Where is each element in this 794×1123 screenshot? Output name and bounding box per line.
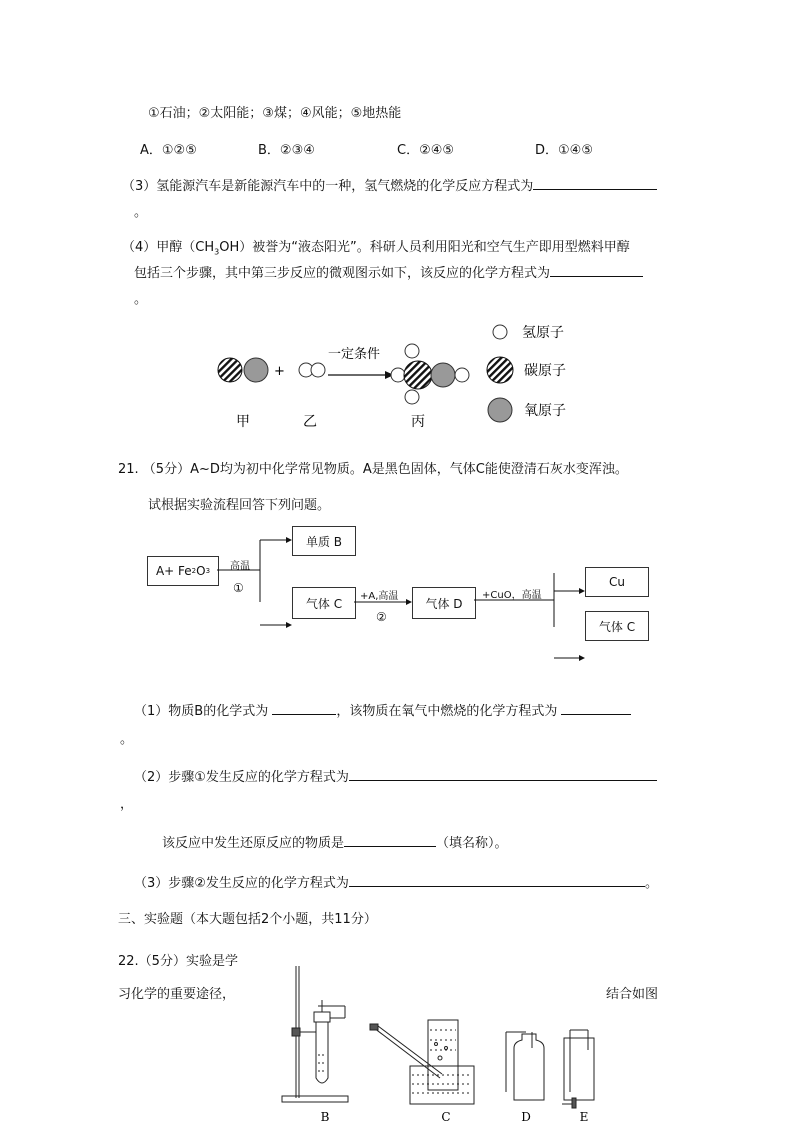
flow-start-a: A+ Fe (155, 564, 192, 578)
apparatus-b (282, 966, 348, 1102)
q21-3-text-a: （3）步骤②发生反应的化学方程式为 (134, 876, 349, 891)
flow-cond-1: 高温 (230, 561, 250, 572)
q21-2-text-c: （填名称）。 (436, 836, 508, 851)
question-22-line2: 习化学的重要途径， (118, 987, 236, 1002)
question-22-line2-right: 结合如图 (606, 987, 659, 1002)
apparatus-d (506, 1032, 544, 1100)
label-e: E (579, 1110, 589, 1123)
reaction-condition: 一定条件 (328, 347, 381, 362)
option-d: D．①④⑤ (535, 143, 593, 158)
q4-text-a: （4）甲醇（CH (122, 240, 215, 255)
question-21-3 (134, 872, 658, 891)
legend-carbon: 碳原子 (524, 363, 566, 379)
q21-2-text-a: （2）步骤①发生反应的化学方程式为 (134, 770, 349, 785)
section-3-heading: 三、实验题（本大题包括2个小题，共11分） (118, 912, 377, 927)
answer-blank-21-1a[interactable] (272, 700, 336, 715)
legend-oxygen: 氧原子 (524, 403, 566, 419)
energy-source-list: ①石油；②太阳能；③煤；④风能；⑤地热能 (148, 106, 402, 121)
option-a: A．①②⑤ (140, 143, 197, 158)
question-21-2-line2 (162, 832, 508, 851)
plus-sign: + (274, 364, 285, 379)
label-yi: 乙 (303, 414, 317, 430)
legend-hydrogen: 氢原子 (522, 325, 564, 341)
question-21-1-line1 (134, 700, 631, 719)
flow-box-c: 气体 C (292, 587, 356, 619)
q4-subscript: 3 (214, 247, 220, 257)
answer-blank-21-2a[interactable] (349, 766, 657, 781)
flow-box-cu: Cu (585, 567, 649, 597)
q21-1-text-a: （1）物质B的化学式为 (134, 704, 273, 719)
question-21-line2: 试根据实验流程回答下列问题。 (148, 498, 331, 513)
flow-box-c2: 气体 C (585, 611, 649, 641)
option-b: B．②③④ (258, 143, 315, 158)
answer-blank-21-2b[interactable] (344, 832, 436, 847)
q4-text-c: 包括三个步骤，其中第三步反应的微观图示如下，该反应的化学方程式为 (134, 266, 551, 281)
label-b: B (320, 1110, 330, 1123)
label-c: C (441, 1110, 451, 1123)
flow-start-sub1: 2 (191, 567, 197, 575)
flow-step-1: ① (233, 581, 244, 595)
flow-step-2: ② (376, 610, 387, 624)
flow-box-b: 单质 B (292, 526, 356, 556)
answer-blank-21-3[interactable] (349, 872, 645, 887)
label-jia: 甲 (236, 414, 250, 430)
label-bing: 丙 (411, 414, 425, 430)
apparatus-e (562, 1030, 594, 1108)
flow-start-o: O (196, 564, 206, 578)
option-c: C．②④⑤ (397, 143, 455, 158)
question-3-end: 。 (134, 205, 148, 220)
question-21-2-line1 (134, 766, 657, 785)
q21-1-text-b: ，该物质在氧气中燃烧的化学方程式为 (336, 704, 562, 719)
question-21-2-end: ， (120, 797, 134, 812)
flow-cond-2: +A,高温 (360, 591, 399, 602)
question-3-prompt: （3）氢能源汽车是新能源汽车中的一种，氢气燃烧的化学反应方程式为 (122, 179, 534, 194)
flow-start-sub2: 3 (205, 567, 211, 575)
q21-3-text-b: 。 (644, 876, 658, 891)
question-4-end: 。 (134, 292, 148, 307)
apparatus-figure (270, 960, 610, 1123)
label-d: D (521, 1110, 531, 1123)
apparatus-c (370, 1020, 474, 1104)
answer-blank-21-1b[interactable] (561, 700, 631, 715)
flow-cond-3: +CuO，高温 (482, 590, 542, 601)
question-22-line1: 22.（5分）实验是学 (118, 954, 238, 969)
q21-2-text-b: 该反应中发生还原反应的物质是 (162, 836, 345, 851)
question-21-1-end: 。 (120, 732, 134, 747)
flow-box-d: 气体 D (412, 587, 476, 619)
q4-text-b: OH）被誉为“液态阳光”。科研人员利用阳光和空气生产即用型燃料甲醇 (219, 240, 630, 255)
question-21-line1: 21. （5分）A~D均为初中化学常见物质。A是黑色固体，气体C能使澄清石灰水变浑浊。 (118, 462, 628, 477)
